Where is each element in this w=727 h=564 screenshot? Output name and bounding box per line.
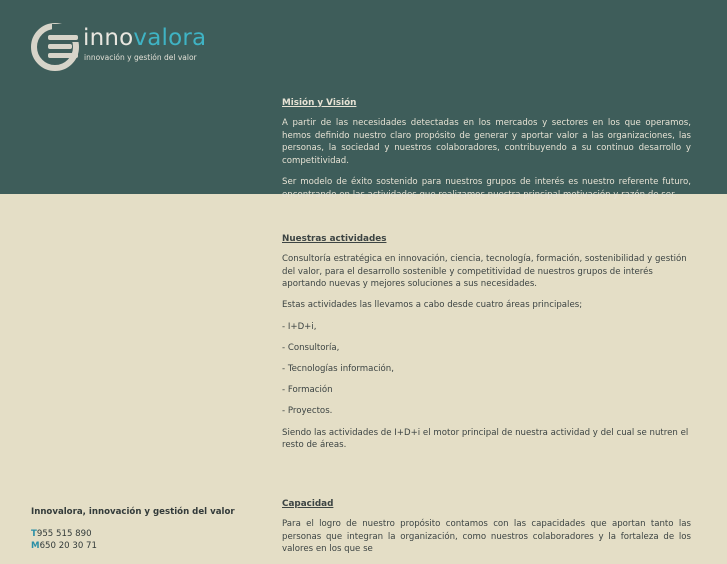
list-item: - I+D+i, bbox=[282, 321, 317, 332]
list-item: - Consultoría, bbox=[282, 342, 340, 353]
section-capacidad bbox=[282, 498, 691, 564]
section-actividades bbox=[282, 233, 691, 460]
mobile-number: 650 20 30 71 bbox=[39, 541, 97, 551]
company-name: Innovalora, innovación y gestión del valor bbox=[31, 507, 235, 517]
phone-key: T bbox=[31, 529, 37, 539]
phone-number: 955 515 890 bbox=[36, 529, 92, 539]
logo-mark-icon bbox=[30, 22, 80, 72]
mobile-key: M bbox=[31, 541, 40, 551]
list-item: - Proyectos. bbox=[282, 406, 333, 417]
logo-tagline: innovación y gestión del valor bbox=[84, 53, 197, 62]
actividades-paragraph-1: Consultoría estratégica en innovación, ciencia, tecnología, formación, sostenibilidad y gestión del valor, para el desarrollo sostenible y competitividad de nuestros grupos de interés aportando nuevas y mejores soluciones a sus necesidades. bbox=[282, 254, 687, 290]
logo-word-2: valora bbox=[133, 25, 207, 51]
section-title-capacidad: Capacidad bbox=[282, 499, 334, 509]
actividades-paragraph-2: Estas actividades las llevamos a cabo desde cuatro áreas principales; bbox=[282, 300, 583, 311]
list-item: - Formación bbox=[282, 385, 333, 396]
mobile-line[interactable] bbox=[31, 540, 261, 552]
phone-line[interactable] bbox=[31, 528, 261, 540]
actividades-paragraph-3: Siendo las actividades de I+D+i el motor principal de nuestra actividad y del cual se nutren el resto de áreas. bbox=[282, 427, 689, 451]
mision-paragraph-1: A partir de las necesidades detectadas en los mercados y sectores en los que operamos, hemos definido nuestro claro propósito de generar y aportar valor a las organizaciones, las personas, la sociedad y nuestros colaboradores, contribuyendo a su continuo desarrollo y competitividad. bbox=[282, 118, 691, 166]
section-title-mision: Misión y Visión bbox=[282, 98, 357, 108]
brand-logo[interactable] bbox=[30, 22, 230, 72]
logo-wordmark bbox=[83, 25, 206, 51]
logo-word-1: inno bbox=[83, 25, 134, 51]
capacidad-paragraph-1: Para el logro de nuestro propósito contamos con las capacidades que aportan tanto las personas que integran la organización, como nuestros colaboradores y la fortaleza de los valores en los que se bbox=[282, 519, 691, 555]
mision-paragraph-2: Ser modelo de éxito sostenido para nuestros grupos de interés es nuestro referente futuro, encontrando en las actividades que realizamos nuestra principal motivación y razón de ser. bbox=[282, 176, 691, 200]
contact-block bbox=[31, 506, 261, 552]
section-mision bbox=[282, 97, 691, 210]
list-item: - Tecnologías información, bbox=[282, 363, 394, 374]
section-title-actividades: Nuestras actividades bbox=[282, 234, 387, 244]
